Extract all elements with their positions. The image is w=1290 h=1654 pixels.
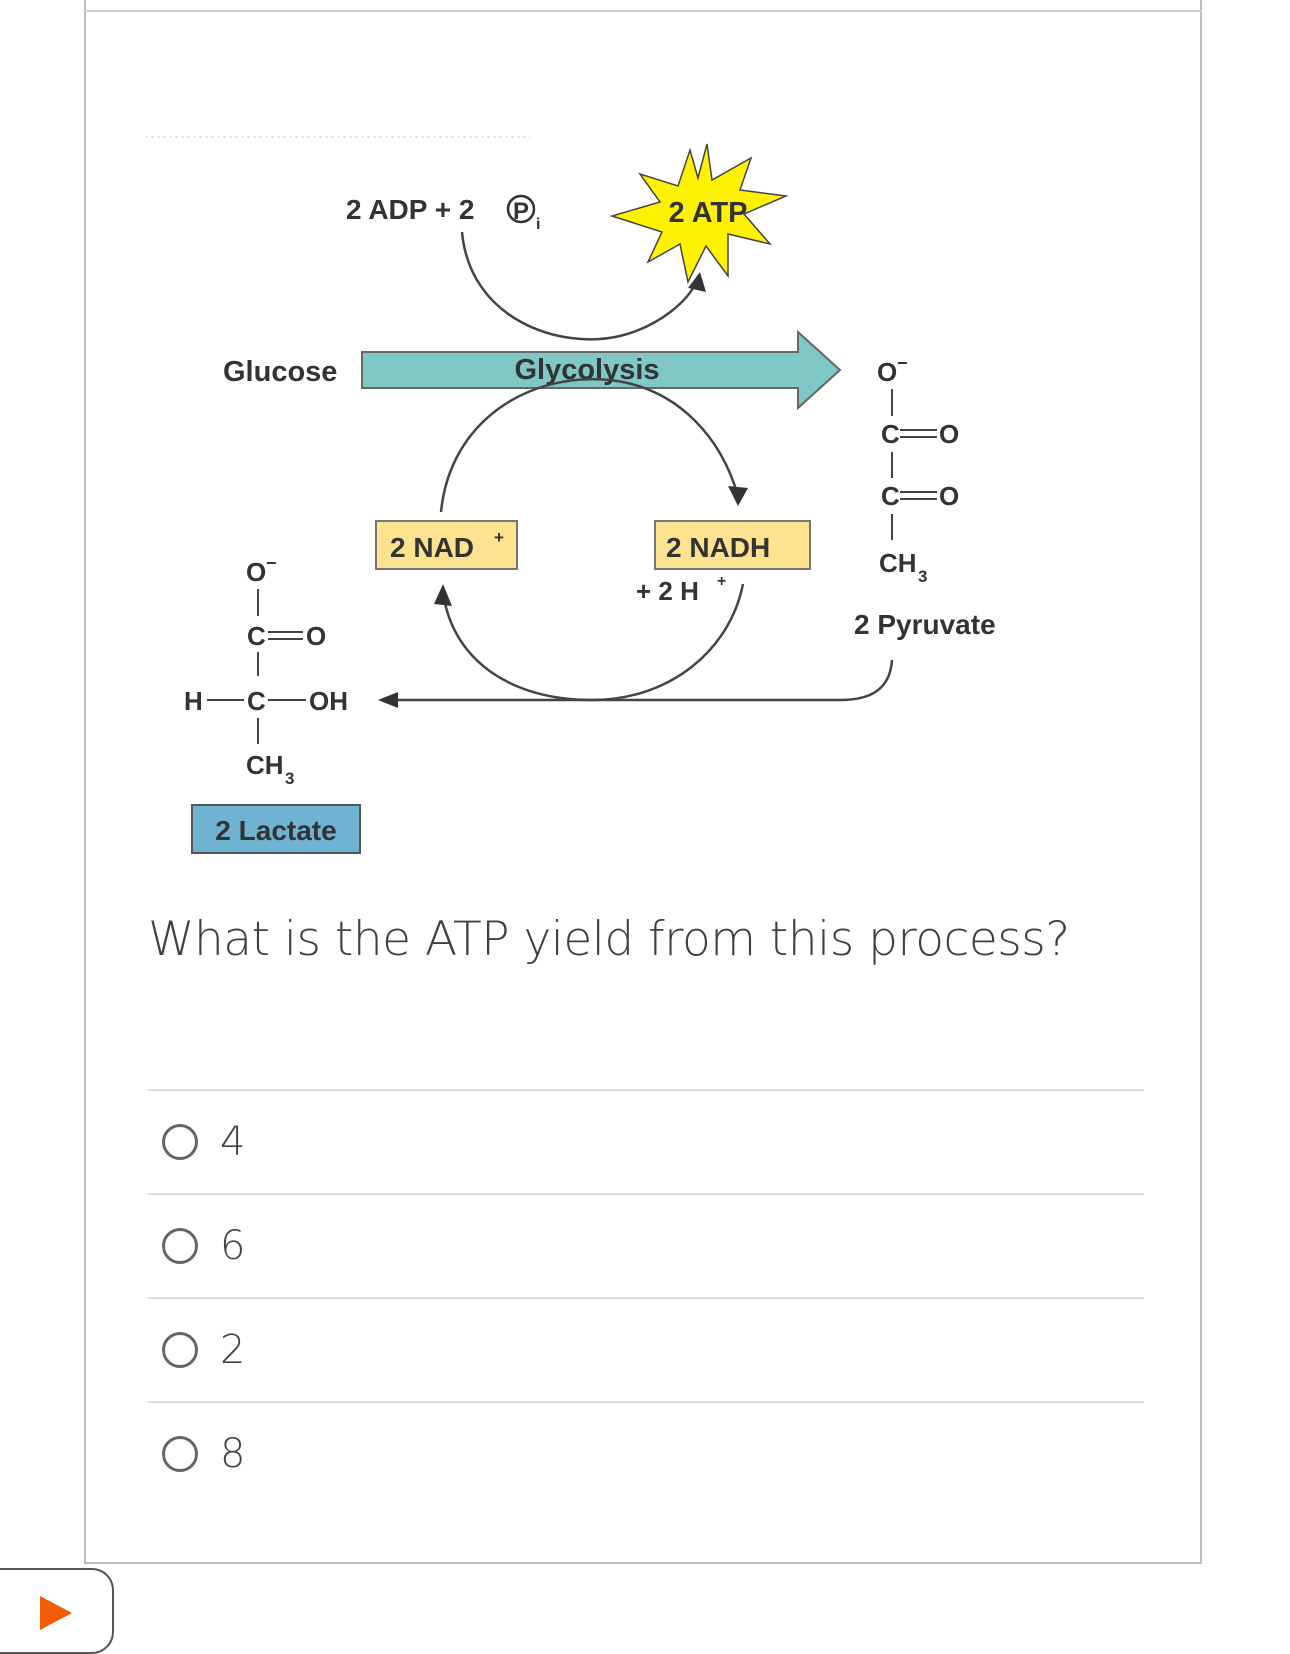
nad-superscript: + xyxy=(494,528,504,547)
lactate-h: H xyxy=(184,686,203,716)
nad-arrowhead xyxy=(434,584,452,606)
option-6[interactable] xyxy=(148,1193,1144,1297)
play-button[interactable] xyxy=(0,1568,114,1654)
radio-button[interactable] xyxy=(162,1436,198,1472)
option-2[interactable] xyxy=(148,1297,1144,1401)
lactate-arrowhead xyxy=(378,692,398,708)
option-label: 6 xyxy=(220,1223,246,1269)
radio-button[interactable] xyxy=(162,1228,198,1264)
lactate-name: 2 Lactate xyxy=(215,815,337,846)
adp-label: 2 ADP + 2 xyxy=(346,194,475,225)
pyruvate-ch3-sub: 3 xyxy=(918,567,928,586)
answer-options xyxy=(148,1089,1144,1505)
radio-button[interactable] xyxy=(162,1332,198,1368)
glucose-label: Glucose xyxy=(223,356,338,388)
lactate-o1: O xyxy=(306,621,327,651)
pyruvate-c1: C xyxy=(881,419,900,449)
phosphate-symbol: P xyxy=(512,198,530,225)
lactate-c1: C xyxy=(247,621,266,651)
option-8[interactable] xyxy=(148,1401,1144,1505)
lactate-oh: OH xyxy=(309,686,348,716)
pyruvate-o2: O xyxy=(939,481,960,511)
lactate-o: O xyxy=(246,557,267,587)
nadh-label: 2 NADH xyxy=(666,532,771,563)
h-plus-label: + 2 H xyxy=(636,576,699,606)
atp-label: 2 ATP xyxy=(668,197,748,229)
pyruvate-o: O xyxy=(877,357,898,387)
pyruvate-o1: O xyxy=(939,419,960,449)
nadh-curve-arrow xyxy=(441,379,738,512)
nadh-arrowhead xyxy=(728,486,748,506)
option-label: 8 xyxy=(220,1431,246,1477)
option-label: 4 xyxy=(220,1119,246,1165)
phosphate-subscript: i xyxy=(536,216,541,233)
pyruvate-ch3: CH xyxy=(879,548,917,578)
pyruvate-c2: C xyxy=(881,481,900,511)
radio-button[interactable] xyxy=(162,1124,198,1160)
glycolysis-label: Glycolysis xyxy=(514,354,660,386)
pyruvate-minus: − xyxy=(897,353,908,373)
option-4[interactable] xyxy=(148,1089,1144,1193)
lactate-minus: − xyxy=(266,553,277,573)
lactate-c2: C xyxy=(247,686,266,716)
h-plus-superscript: + xyxy=(717,573,727,590)
nad-label: 2 NAD xyxy=(390,532,475,563)
pyruvate-name: 2 Pyruvate xyxy=(854,609,996,640)
lactate-ch3-sub: 3 xyxy=(285,769,295,788)
lactate-ch3: CH xyxy=(246,750,284,780)
option-label: 2 xyxy=(220,1327,246,1373)
play-icon xyxy=(40,1596,72,1630)
question-text: What is the ATP yield from this process? xyxy=(148,912,1070,967)
